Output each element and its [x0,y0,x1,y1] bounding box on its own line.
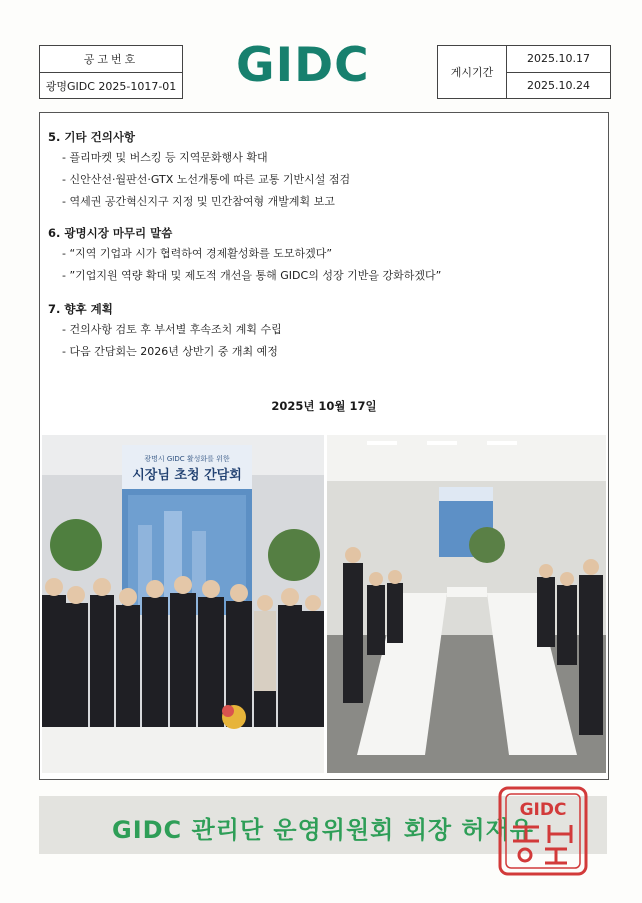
banner-caption-small: 광명시 GIDC 활성화를 위한 [144,455,230,463]
list-item: - 신안산선·월판선·GTX 노선개통에 따른 교통 기반시설 점검 [62,173,351,186]
section-other-suggestions [48,129,350,215]
posting-period-dates [507,46,610,98]
section-title: 5. 기타 건의사항 [48,130,136,144]
list-item: - 플리마켓 및 버스킹 등 지역문화행사 확대 [62,151,268,164]
section-future-plans [48,301,282,365]
notice-number-box [39,45,183,99]
document-body [39,112,609,780]
section-mayor-closing-remarks [48,225,441,289]
section-title: 7. 향후 계획 [48,302,113,316]
list-item: - “지역 기업과 시가 협력하여 경제활성화를 도모하겠다” [62,247,333,260]
period-end-date: 2025.10.24 [507,72,610,99]
section-title: 6. 광명시장 마무리 말씀 [48,226,173,240]
list-item: - 다음 간담회는 2026년 상반기 중 개최 예정 [62,345,278,358]
posting-period-label: 게시기간 [438,46,507,98]
official-seal [497,785,589,877]
notice-number-label: 공고번호 [83,53,139,66]
document-date: 2025년 10월 17일 [271,399,377,413]
gidc-logo: GIDC [236,38,370,93]
posting-period-box [437,45,611,99]
list-item: - 건의사항 검토 후 부서별 후속조치 계획 수립 [62,323,282,336]
banner-caption: 시장님 초청 간담회 [132,468,242,483]
signatory-title: GIDC 관리단 운영위원회 회장 허재유 [112,816,534,844]
seal-text: GIDC [519,800,567,820]
list-item: - ”기업지원 역량 확대 및 제도적 개선을 통해 GIDC의 성장 기반을 강화하겠다” [62,269,442,282]
meeting-room-photo [327,435,606,773]
notice-number-value: 광명GIDC 2025-1017-01 [40,72,182,99]
period-start-date: 2025.10.17 [527,52,590,66]
list-item: - 역세권 공간혁신지구 지정 및 민간참여형 개발계획 보고 [62,195,335,208]
group-photo [42,435,324,773]
